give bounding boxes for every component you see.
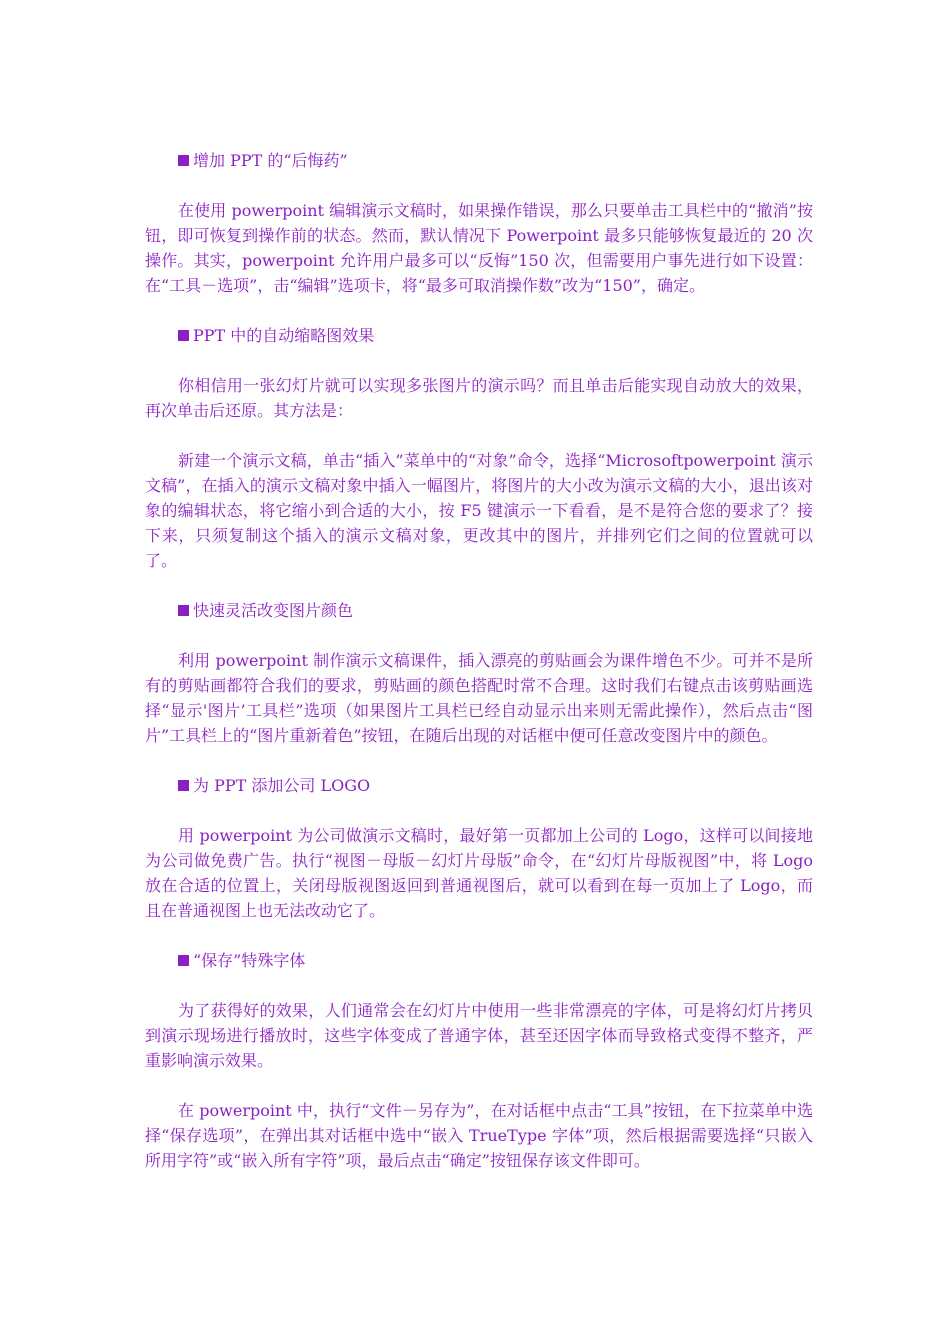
document-body	[145, 148, 813, 1198]
paragraph: 在使用 powerpoint 编辑演示文稿时，如果操作错误，那么只要单击工具栏中的“撤消”按钮，即可恢复到操作前的状态。然而，默认情况下 Powerpoint 最多只能够恢复最近的 20 次操作。其实，powerpoint 允许用户最多可以“反悔”150 次，但需要用户事先进行如下设置：在“工具－选项”，击“编辑”选项卡，将“最多可取消操作数”改为“150”，确定。	[145, 201, 813, 295]
paragraph: 新建一个演示文稿，单击“插入”菜单中的“对象”命令，选择“Microsoftpowerpoint 演示文稿”，在插入的演示文稿对象中插入一幅图片，将图片的大小改为演示文稿的大小，退出该对象的编辑状态，将它缩小到合适的大小，按 F5 键演示一下看看，是不是符合您的要求了？接下来，只须复制这个插入的演示文稿对象，更改其中的图片，并排列它们之间的位置就可以了。	[145, 451, 813, 570]
section-heading-text: 增加 PPT 的“后悔药”	[193, 151, 348, 170]
paragraph: 在 powerpoint 中，执行“文件－另存为”，在对话框中点击“工具”按钮，在下拉菜单中选择“保存选项”，在弹出其对话框中选中“嵌入 TrueType 字体”项，然后根据需要选择“只嵌入所用字符”或“嵌入所有字符”项，最后点击“确定”按钮保存该文件即可。	[145, 1101, 813, 1170]
section-heading-text: 为 PPT 添加公司 LOGO	[193, 776, 371, 795]
section-heading	[145, 598, 813, 623]
square-bullet-icon	[178, 155, 189, 166]
section-heading	[145, 773, 813, 798]
paragraph: 用 powerpoint 为公司做演示文稿时，最好第一页都加上公司的 Logo，这样可以间接地为公司做免费广告。执行“视图－母版－幻灯片母版”命令，在“幻灯片母版视图”中，将 Logo 放在合适的位置上，关闭母版视图返回到普通视图后，就可以看到在每一页加上了 Logo，而且在普通视图上也无法改动它了。	[145, 826, 813, 920]
section-heading	[145, 948, 813, 973]
section-heading-text: “保存”特殊字体	[193, 951, 306, 970]
square-bullet-icon	[178, 955, 189, 966]
square-bullet-icon	[178, 780, 189, 791]
section-heading-text: 快速灵活改变图片颜色	[193, 601, 354, 620]
section-heading	[145, 323, 813, 348]
square-bullet-icon	[178, 605, 189, 616]
section-heading-text: PPT 中的自动缩略图效果	[193, 326, 375, 345]
paragraph: 为了获得好的效果，人们通常会在幻灯片中使用一些非常漂亮的字体，可是将幻灯片拷贝到演示现场进行播放时，这些字体变成了普通字体，甚至还因字体而导致格式变得不整齐，严重影响演示效果。	[145, 1001, 813, 1070]
paragraph: 你相信用一张幻灯片就可以实现多张图片的演示吗？而且单击后能实现自动放大的效果，再次单击后还原。其方法是：	[145, 376, 813, 420]
square-bullet-icon	[178, 330, 189, 341]
paragraph: 利用 powerpoint 制作演示文稿课件，插入漂亮的剪贴画会为课件增色不少。可并不是所有的剪贴画都符合我们的要求，剪贴画的颜色搭配时常不合理。这时我们右键点击该剪贴画选择“显示'图片’工具栏”选项（如果图片工具栏已经自动显示出来则无需此操作），然后点击“图片”工具栏上的“图片重新着色”按钮，在随后出现的对话框中便可任意改变图片中的颜色。	[145, 651, 813, 745]
section-heading	[145, 148, 813, 173]
